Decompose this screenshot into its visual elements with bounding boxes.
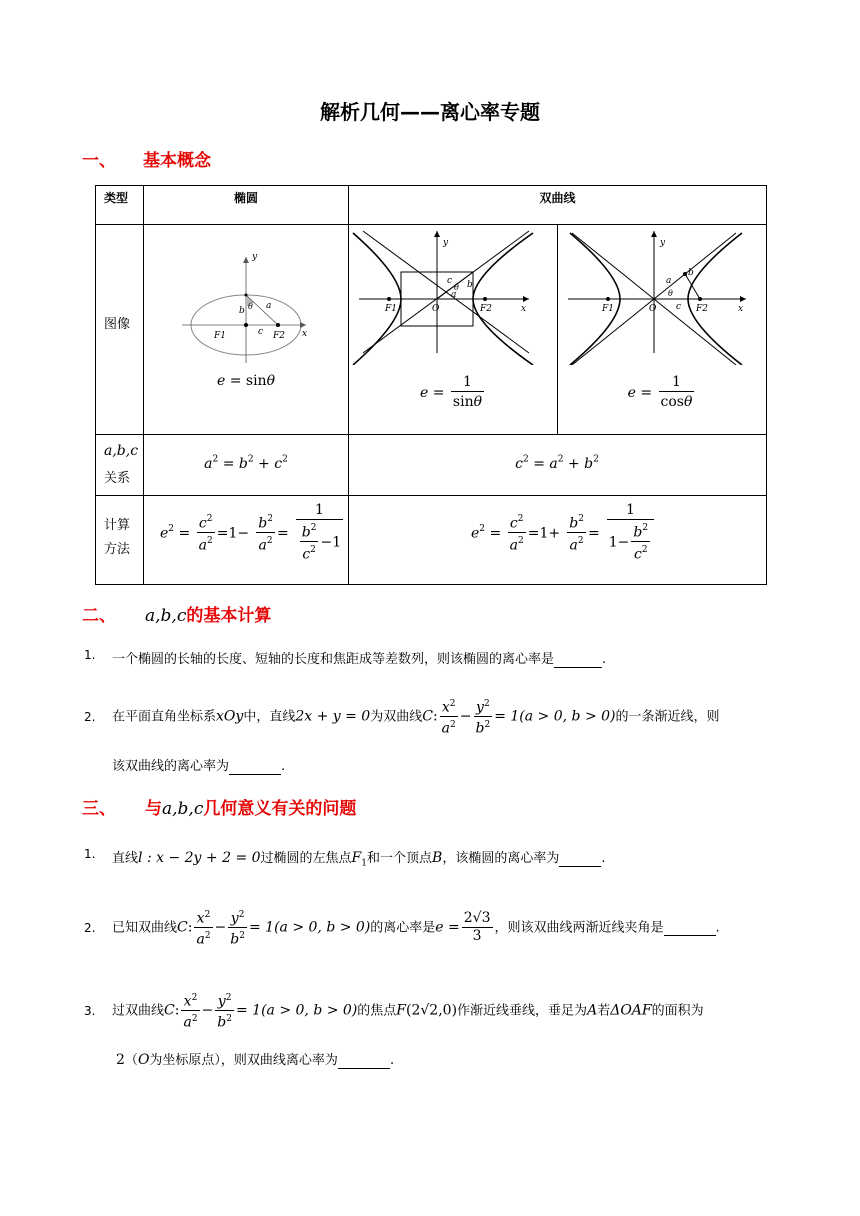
question-number: 1. [84, 847, 96, 861]
origin-label: O [432, 304, 440, 314]
hyperbola-diagram-2 [558, 225, 766, 365]
f1-label: F1 [214, 331, 226, 341]
theta-label: θ [248, 302, 253, 311]
c-label: c [447, 276, 453, 286]
a-label: a [266, 301, 272, 311]
row-label-abc: a,b,c [104, 443, 139, 459]
question-number: 2. [84, 921, 96, 935]
f2-label: F2 [480, 304, 492, 314]
section-math: a,b,c [162, 799, 204, 819]
section-heading-2 [82, 601, 382, 625]
question-2-2: 2. 在平面直角坐标系xOy中，直线2x + y = 0为双曲线C: $\frac{x^2}{a^2}$ − $\frac{y^2}{b^2}$ = 1(a > 0, b > 0)的一条渐近线，则 该双曲线的离心率为 . [84, 699, 720, 774]
answer-blank[interactable] [559, 851, 601, 867]
question-2-1: 1. 一个椭圆的长轴的长度、短轴的长度和焦距成等差数列，则该椭圆的离心率是 . [84, 648, 607, 667]
header-hyperbola: 双曲线 [539, 191, 576, 205]
f2-label: F2 [273, 331, 285, 341]
c-label: c [258, 327, 264, 337]
answer-blank[interactable] [664, 920, 716, 936]
c-label: c [676, 302, 682, 312]
theta-label: θ [668, 289, 673, 298]
a-label: a [666, 276, 672, 286]
hyperbola-relation: $c^2 = a^2 + b^2$ [515, 454, 599, 472]
b-label: b [239, 306, 245, 316]
row-label-calc-2: 方法 [104, 542, 131, 557]
section-label: 的基本计算 [186, 606, 272, 626]
b-label: b [467, 280, 473, 290]
y-axis-label: y [660, 238, 666, 248]
y-axis-label: y [252, 252, 258, 262]
section-label: 基本概念 [143, 151, 211, 171]
question-text: 一个椭圆的长轴的长度、短轴的长度和焦距成等差数列，则该椭圆的离心率是 [112, 652, 555, 667]
theta-label: θ [454, 283, 459, 292]
b-label: b [688, 268, 694, 278]
x-axis-label: x [302, 329, 308, 339]
question-3-2: 2. 已知双曲线C: $\frac{x^2}{a^2}$ − $\frac{y^2}{b^2}$ = 1(a > 0, b > 0)的离心率是e = $\frac{2√3}{3}$ ，则该双曲线两渐近线夹角是 . [84, 910, 720, 948]
x-axis-label: x [738, 304, 744, 314]
answer-blank[interactable] [554, 652, 602, 668]
question-3-1: 1. 直线l : x − 2y + 2 = 0过椭圆的左焦点$F_1$和一个顶点B，该椭圆的离心率为 . [84, 847, 606, 869]
f2-label: F2 [696, 304, 708, 314]
section-number: 二、 [82, 606, 116, 626]
x-axis-label: x [521, 304, 527, 314]
a-label: a [451, 290, 457, 300]
section-label: 几何意义有关的问题 [203, 799, 357, 819]
row-label-calc-1: 计算 [104, 518, 131, 533]
section-math: a,b,c [145, 606, 187, 626]
answer-blank[interactable] [229, 759, 281, 775]
header-type: 类型 [104, 191, 129, 205]
ellipse-relation: $a^2 = b^2 + c^2$ [204, 454, 288, 472]
concept-table: 类型 椭圆 双曲线 图像 y x F1 F2 b a c θ e = sinθ y x F1 F2 O c a b θ e = $\frac{1}{\sin\theta}$ y x F1 F2 O a b c θ e = $\frac{1}{\cos\theta}$ a,b,c 关系 $a^2 = b^2 + c^2$ $c^2 = a^2 + b^2$ 计算 方法 $e^2$ = $\frac{c^2}{a^2}$ =1− $\frac{b^2}{a^2}$ = 1 $\frac{b^2}{c^2}$ −1 $e^2$ = $\frac{c^2}{a^2}$ =1+ $\frac{b^2}{a^2}$ = 1 1− $\frac{b^2}{c^2}$ [95, 185, 767, 585]
section-number: 一、 [82, 151, 116, 171]
section-heading-3: 三、 与a,b,c几何意义有关的问题 [82, 794, 482, 818]
section-number: 三、 [82, 799, 116, 819]
question-number: 3. [84, 1004, 96, 1018]
page-title: 解析几何——离心率专题 [320, 100, 540, 124]
f1-label: F1 [385, 304, 397, 314]
question-number: 2. [84, 710, 96, 724]
header-ellipse: 椭圆 [233, 191, 258, 205]
question-number: 1. [84, 648, 96, 662]
f1-label: F1 [602, 304, 614, 314]
ellipse-calc-formula: $e^2$ = $\frac{c^2}{a^2}$ =1− $\frac{b^2}{a^2}$ = 1 $\frac{b^2}{c^2}$ −1 [160, 502, 342, 563]
hyperbola-calc-formula: $e^2$ = $\frac{c^2}{a^2}$ =1+ $\frac{b^2}{a^2}$ = 1 1− $\frac{b^2}{c^2}$ [471, 502, 656, 564]
y-axis-label: y [443, 238, 449, 248]
row-label-image: 图像 [104, 317, 131, 332]
origin-label: O [649, 304, 657, 314]
section-heading-1 [82, 146, 382, 170]
row-label-relation: 关系 [104, 471, 131, 486]
ellipse-diagram [144, 245, 348, 385]
hyperbola-diagram-1 [349, 225, 557, 365]
question-3-3: 3. 过双曲线C: $\frac{x^2}{a^2}$ − $\frac{y^2}{b^2}$ = 1(a > 0, b > 0)的焦点F(2√2,0)作渐近线垂线，垂足为A若ΔOAF的面积为 2（O为坐标原点），则双曲线离心率为 . [84, 993, 704, 1068]
answer-blank[interactable] [338, 1053, 390, 1069]
